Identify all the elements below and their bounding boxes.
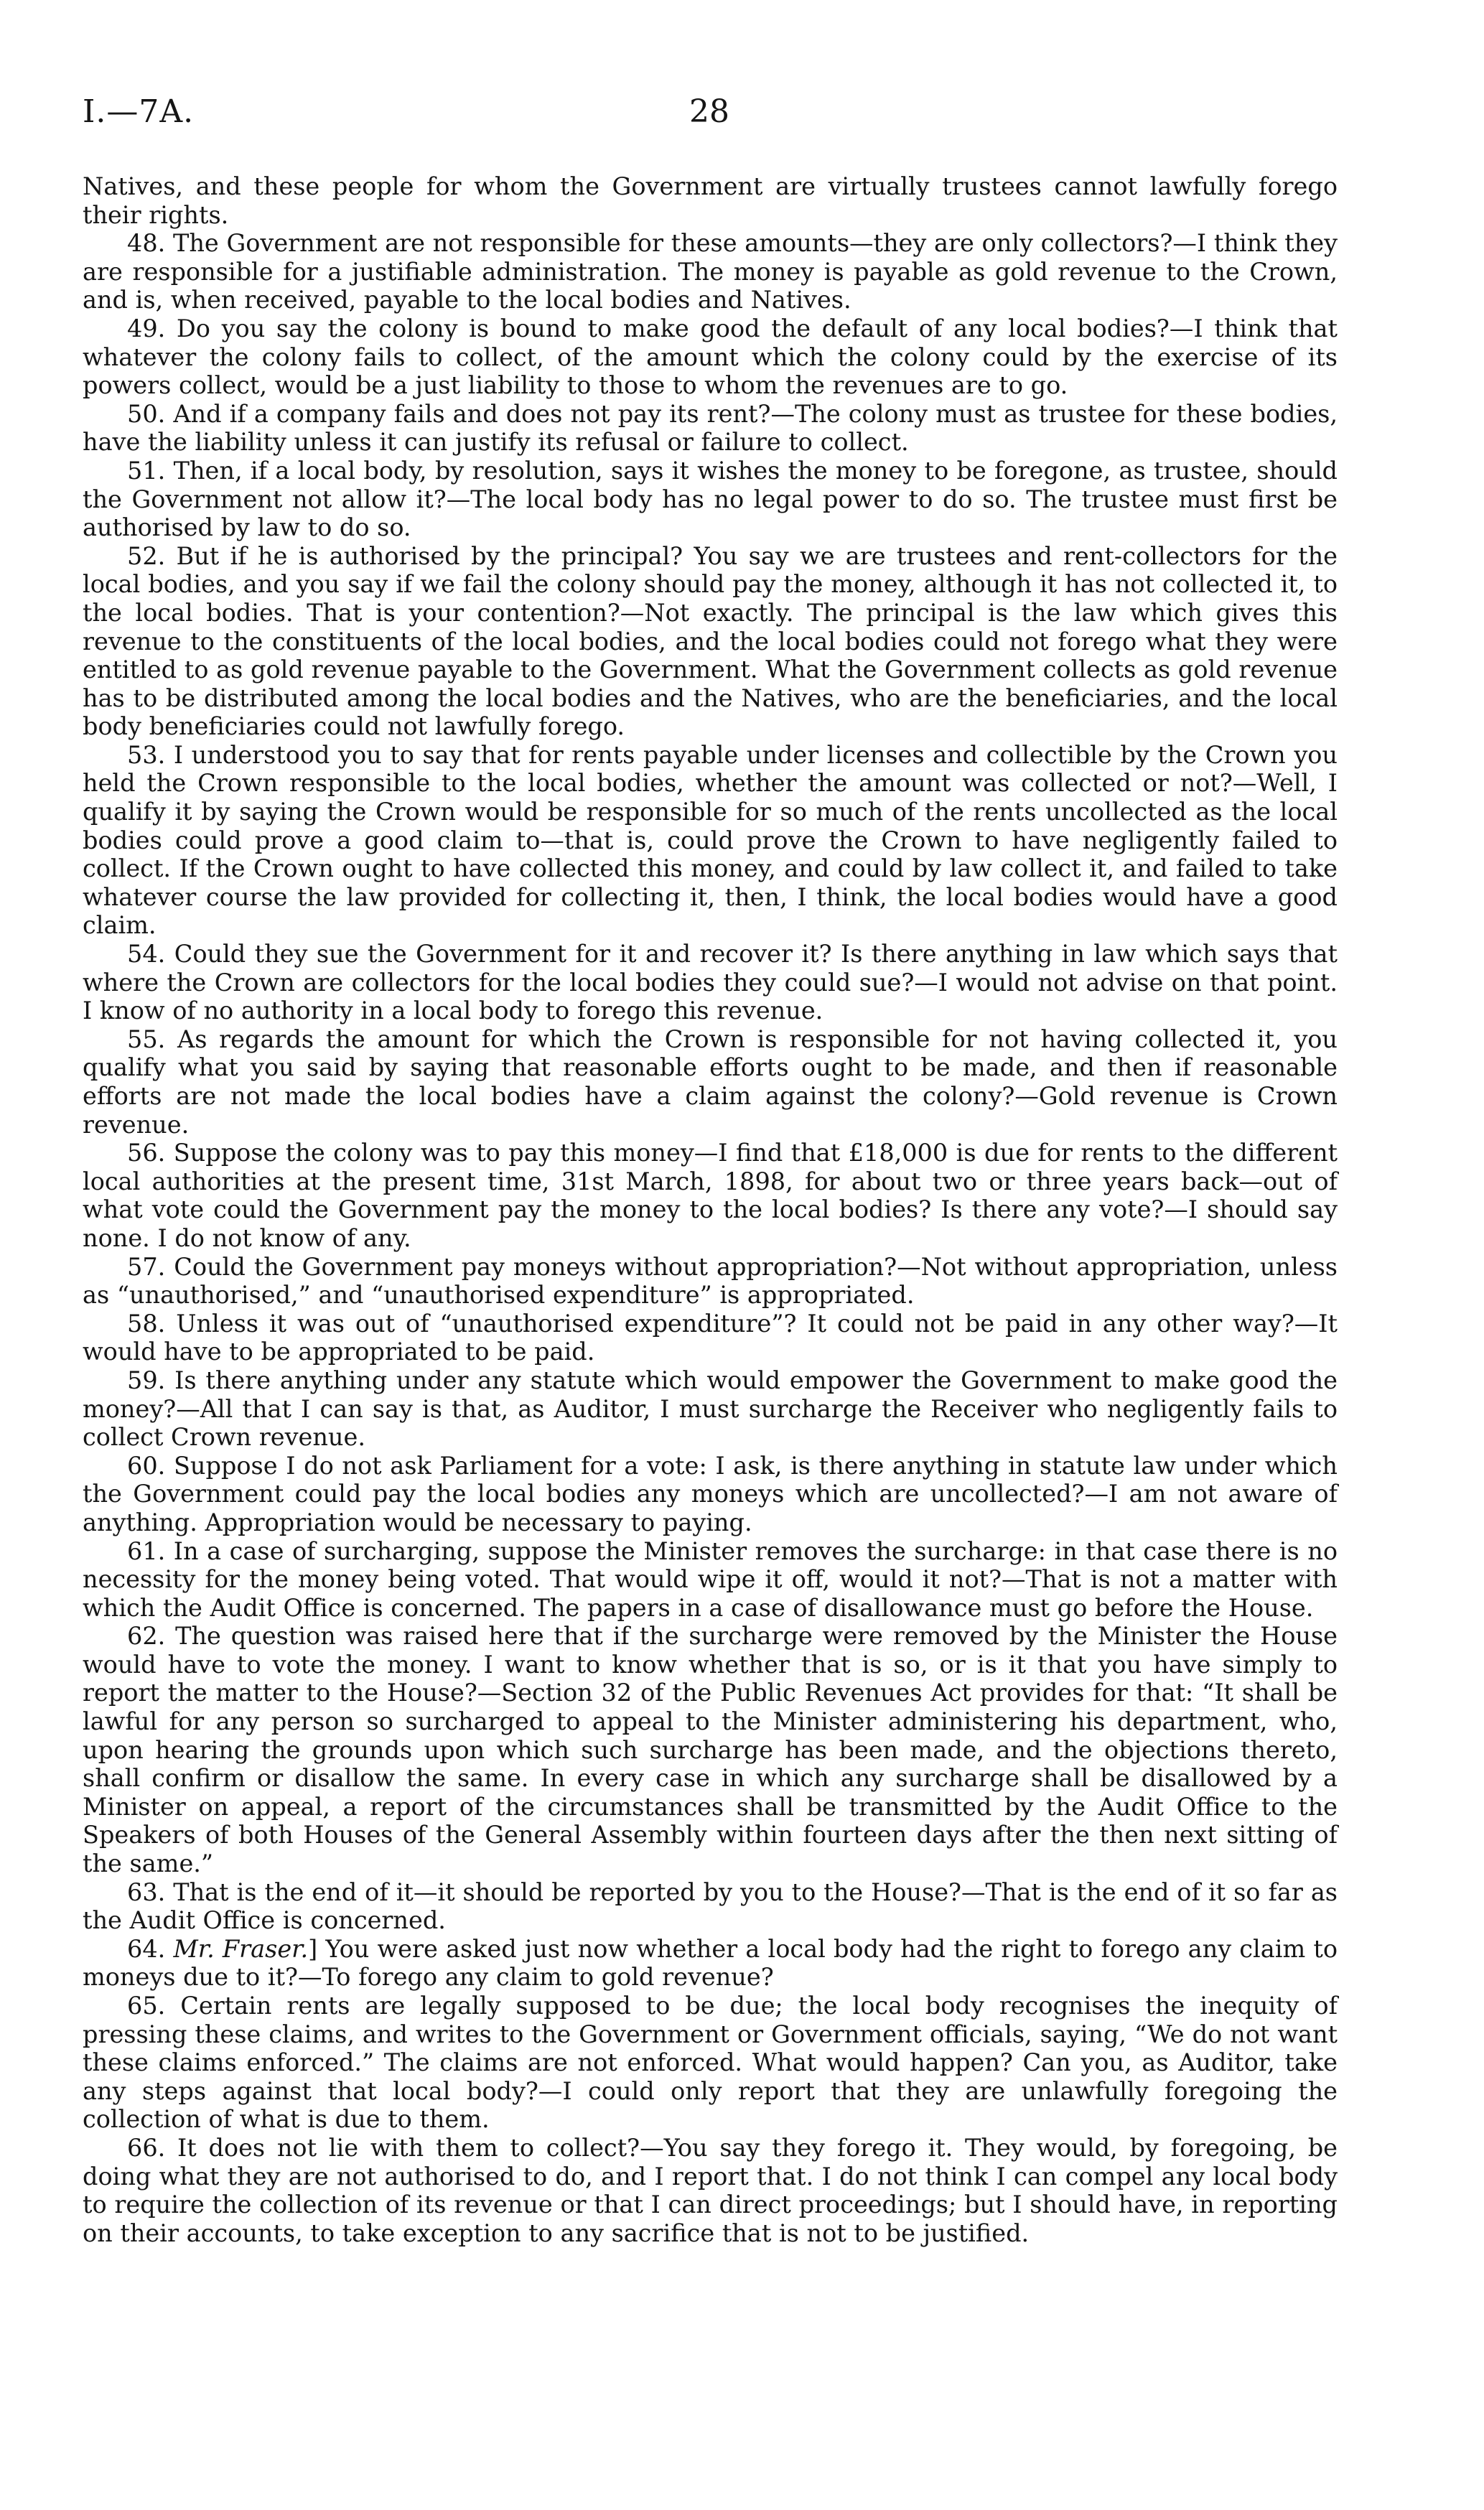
question-57: 57. Could the Government pay moneys without appropriation?—Not without appropriation, unless as “unauthorised,” and “unauthorised expenditure” is appropriated. [83, 1252, 1338, 1310]
question-66: 66. It does not lie with them to collect?—You say they forego it. They would, by foregoing, be doing what they are not authorised to do, and I report that. I do not think I can compel any local body to require the collection of its revenue or that I can direct proceedings; but I should have, in reporting on their accounts, to take exception to any sacrifice that is not to be justified. [83, 2133, 1338, 2247]
question-60: 60. Suppose I do not ask Parliament for a vote: I ask, is there anything in statute law under which the Government could pay the local bodies any moneys which are uncollected?—I am not aware of anything. Appropriation would be necessary to paying. [83, 1451, 1338, 1536]
body-text [83, 172, 1338, 2247]
question-48: 48. The Government are not responsible for these amounts—they are only collectors?—I think they are responsible for a justifiable administration. The money is payable as gold revenue to the Crown, and is, when received, payable to the local bodies and Natives. [83, 229, 1338, 314]
page-header [83, 93, 1338, 144]
question-55: 55. As regards the amount for which the Crown is responsible for not having collected it, you qualify what you said by saying that reasonable efforts ought to be made, and then if reasonable efforts are not made the local bodies have a claim against the colony?—Gold revenue is Crown revenue. [83, 1025, 1338, 1139]
document-reference: I.—7A. [83, 93, 195, 130]
question-49: 49. Do you say the colony is bound to make good the default of any local bodies?—I think that whatever the colony fails to collect, of the amount which the colony could by the exercise of its powers collect, would be a just liability to those to whom the revenues are to go. [83, 314, 1338, 400]
question-53: 53. I understood you to say that for rents payable under licenses and collectible by the Crown you held the Crown responsible to the local bodies, whether the amount was collected or not?—Well, I qualify it by saying the Crown would be responsible for so much of the rents uncollected as the local bodies could prove a good claim to—that is, could prove the Crown to have negligently failed to collect. If the Crown ought to have collected this money, and could by law collect it, and failed to take whatever course the law provided for collecting it, then, I think, the local bodies would have a good claim. [83, 740, 1338, 940]
paragraph-continued: Natives, and these people for whom the Government are virtually trustees cannot lawfully forego their rights. [83, 172, 1338, 229]
member-name: Mr. Fraser. [173, 1934, 309, 1963]
question-54: 54. Could they sue the Government for it and recover it? Is there anything in law which says that where the Crown are collectors for the local bodies they could sue?—I would not advise on that point. I know of no authority in a local body to forego this revenue. [83, 940, 1338, 1025]
question-64: 64. Mr. Fraser.] You were asked just now whether a local body had the right to forego any claim to moneys due to it?—To forego any claim to gold revenue? [83, 1934, 1338, 1992]
question-50: 50. And if a company fails and does not pay its rent?—The colony must as trustee for these bodies, have the liability unless it can justify its refusal or failure to collect. [83, 399, 1338, 457]
question-52: 52. But if he is authorised by the principal? You say we are trustees and rent-collectors for the local bodies, and you say if we fail the colony should pay the money, although it has not collected it, to the local bodies. That is your contention?—Not exactly. The principal is the law which gives this revenue to the constituents of the local bodies, and the local bodies could not forego what they were entitled to as gold revenue payable to the Government. What the Government collects as gold revenue has to be distributed among the local bodies and the Natives, who are the beneficiaries, and the local body beneficiaries could not lawfully forego. [83, 541, 1338, 741]
question-65: 65. Certain rents are legally supposed to be due; the local body recognises the inequity of pressing these claims, and writes to the Government or Government officials, saying, “We do not want these claims enforced.” The claims are not enforced. What would happen? Can you, as Auditor, take any steps against that local body?—I could only report that they are unlawfully foregoing the collection of what is due to them. [83, 1992, 1338, 2134]
question-58: 58. Unless it was out of “unauthorised expenditure”? It could not be paid in any other way?—It would have to be appropriated to be paid. [83, 1309, 1338, 1366]
question-62: 62. The question was raised here that if the surcharge were removed by the Minister the House would have to vote the money. I want to know whether that is so, or is it that you have simply to report the matter to the House?—Section 32 of the Public Revenues Act provides for that: “It shall be lawful for any person so surcharged to appeal to the Minister administering his department, who, upon hearing the grounds upon which such surcharge has been made, and the objections thereto, shall confirm or disallow the same. In every case in which any surcharge shall be disallowed by a Minister on appeal, a report of the circumstances shall be transmitted by the Audit Office to the Speakers of both Houses of the General Assembly within fourteen days after the then next sitting of the same.” [83, 1622, 1338, 1878]
question-51: 51. Then, if a local body, by resolution, says it wishes the money to be foregone, as trustee, should the Government not allow it?—The local body has no legal power to do so. The trustee must first be authorised by law to do so. [83, 456, 1338, 542]
question-63: 63. That is the end of it—it should be reported by you to the House?—That is the end of it so far as the Audit Office is concerned. [83, 1877, 1338, 1935]
question-61: 61. In a case of surcharging, suppose the Minister removes the surcharge: in that case there is no necessity for the money being voted. That would wipe it off, would it not?—That is not a matter with which the Audit Office is concerned. The papers in a case of disallowance must go before the House. [83, 1536, 1338, 1622]
question-56: 56. Suppose the colony was to pay this money—I find that £18,000 is due for rents to the different local authorities at the present time, 31st March, 1898, for about two or three years back—out of what vote could the Government pay the money to the local bodies? Is there any vote?—I should say none. I do not know of any. [83, 1139, 1338, 1252]
page-number: 28 [689, 93, 729, 130]
question-59: 59. Is there anything under any statute which would empower the Government to make good the money?—All that I can say is that, as Auditor, I must surcharge the Receiver who negligently fails to collect Crown revenue. [83, 1366, 1338, 1452]
document-page [83, 93, 1338, 2247]
